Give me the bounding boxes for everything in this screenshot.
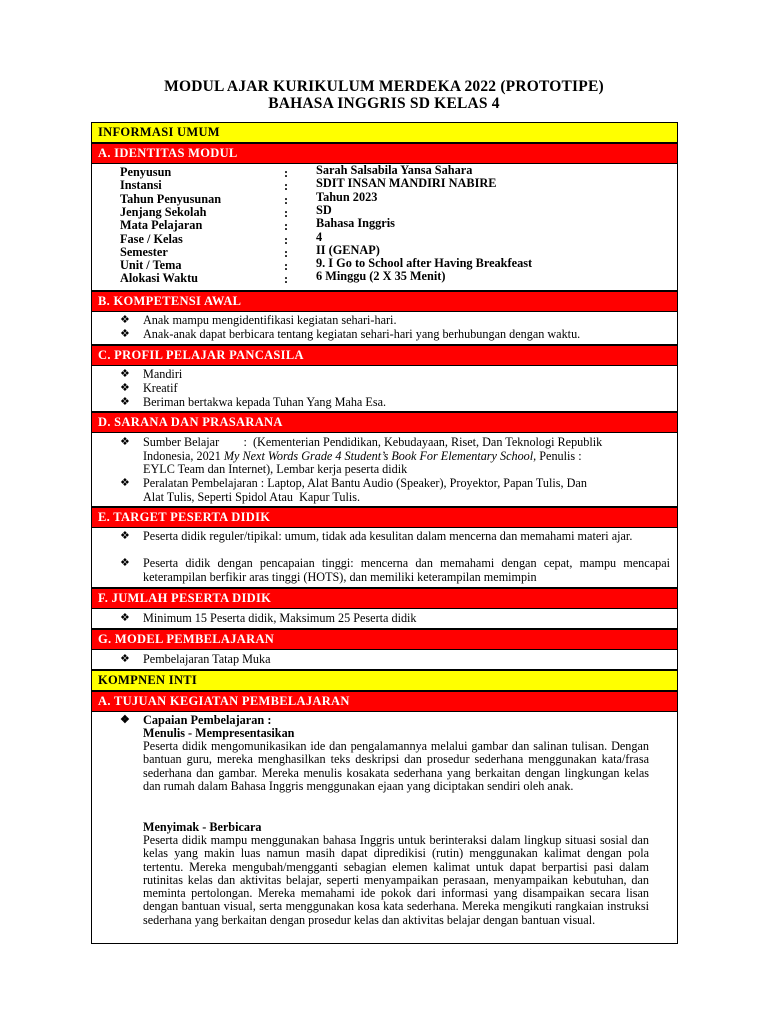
identitas-colon: :: [284, 206, 289, 220]
section-sarana-prasarana: D. SARANA DAN PRASARANA: [91, 412, 678, 433]
bullet-icon: ❖: [120, 477, 130, 489]
identitas-label: Jenjang Sekolah: [120, 205, 207, 219]
document-subtitle: BAHASA INGGRIS SD KELAS 4: [268, 95, 500, 112]
identitas-label: Tahun Penyusunan: [120, 192, 222, 206]
identitas-colon: :: [284, 179, 289, 193]
identitas-label: Instansi: [120, 178, 162, 192]
identitas-label: Mata Pelajaran: [120, 218, 203, 232]
section-model-pembelajaran: G. MODEL PEMBELAJARAN: [91, 629, 678, 650]
section-informasi-umum: INFORMASI UMUM: [91, 122, 678, 143]
subheading-menyimak: Menyimak - Berbicara: [143, 820, 262, 834]
bullet-icon: ❖: [120, 653, 130, 665]
bullet-icon: ❖: [120, 396, 130, 408]
identitas-label: Fase / Kelas: [120, 232, 183, 246]
identitas-value: SDIT INSAN MANDIRI NABIRE: [316, 176, 497, 190]
identitas-value: 6 Minggu (2 X 35 Menit): [316, 269, 446, 283]
identitas-colon: :: [284, 272, 289, 286]
identitas-value: 9. I Go to School after Having Breakfeast: [316, 256, 533, 270]
bullet-icon: ❖: [120, 382, 130, 394]
identitas-value: II (GENAP): [316, 243, 380, 257]
paragraph-menyimak: Peserta didik mampu menggunakan bahasa Inggris untuk berinteraksi dalam lingkup situasi sosial dan kelas yang makin luas namun masih dapat dipredikisi (rutin) menggunakan kalimat dengan pola tertentu. Mereka mengubah/mengganti sebagian elemen kalimat untuk dapat berpartisi pasi dalam rutinitas kelas dan aktivitas belajar, seperti menyampaikan perasaan, menyampaikan kebutuhan, dan meminta pertolongan. Mereka memahami ide pokok dari informasi yang disampaikan secara lisan dengan bantuan visual, serta menggunakan kosa kata sederhana. Mereka mengikuti rangkaian instruksi sederhana yang berkaitan dengan prosedur kelas dan aktivitas belajar dengan bantuan visual.: [143, 833, 649, 927]
section-profil-pelajar: C. PROFIL PELAJAR PANCASILA: [91, 345, 678, 366]
identitas-colon: :: [284, 259, 289, 273]
identitas-label: Penyusun: [120, 165, 172, 179]
bullet-icon: ❖: [120, 714, 130, 726]
identitas-label: Semester: [120, 245, 168, 259]
bullet-icon: ❖: [120, 328, 130, 340]
identitas-value: Bahasa Inggris: [316, 216, 395, 230]
identitas-value: Tahun 2023: [316, 190, 378, 204]
bullet-icon: ❖: [120, 557, 130, 569]
document-title: MODUL AJAR KURIKULUM MERDEKA 2022 (PROTOTIPE): [164, 78, 604, 95]
paragraph-menulis: Peserta didik mengomunikasikan ide dan pengalamannya melalui gambar dan salinan tulisan. Dengan bantuan guru, mereka menghasilkan teks deskripsi dan prosedur sederhana menggunakan kata/frasa sederhana dan gambar. Mereka menulis kosakata sederhana yang berkaitan dengan lingkungan kelas dan rumah dalam Bahasa Inggris menggunakan ejaan yang diciptakan sendiri oleh anak.: [143, 739, 649, 793]
identitas-label: Alokasi Waktu: [120, 271, 199, 285]
bullet-icon: ❖: [120, 368, 130, 380]
bullet-icon: ❖: [120, 314, 130, 326]
identitas-colon: :: [284, 166, 289, 180]
identitas-value: Sarah Salsabila Yansa Sahara: [316, 163, 473, 177]
section-identitas-modul: A. IDENTITAS MODUL: [91, 143, 678, 164]
subheading-menulis: Menulis - Mempresentasikan: [143, 726, 295, 740]
bullet-icon: ❖: [120, 612, 130, 624]
bullet-icon: ❖: [120, 436, 130, 448]
section-tujuan-kegiatan: A. TUJUAN KEGIATAN PEMBELAJARAN: [91, 691, 678, 712]
identitas-label: Unit / Tema: [120, 258, 182, 272]
identitas-colon: :: [284, 233, 289, 247]
section-komponen-inti: KOMPNEN INTI: [91, 670, 678, 691]
identitas-colon: :: [284, 246, 289, 260]
identitas-colon: :: [284, 193, 289, 207]
identitas-colon: :: [284, 219, 289, 233]
identitas-value: SD: [316, 203, 332, 217]
bullet-icon: ❖: [120, 530, 130, 542]
section-target-peserta: E. TARGET PESERTA DIDIK: [91, 507, 678, 528]
section-jumlah-peserta: F. JUMLAH PESERTA DIDIK: [91, 588, 678, 609]
identitas-value: 4: [316, 230, 323, 244]
section-kompetensi-awal: B. KOMPETENSI AWAL: [91, 291, 678, 312]
